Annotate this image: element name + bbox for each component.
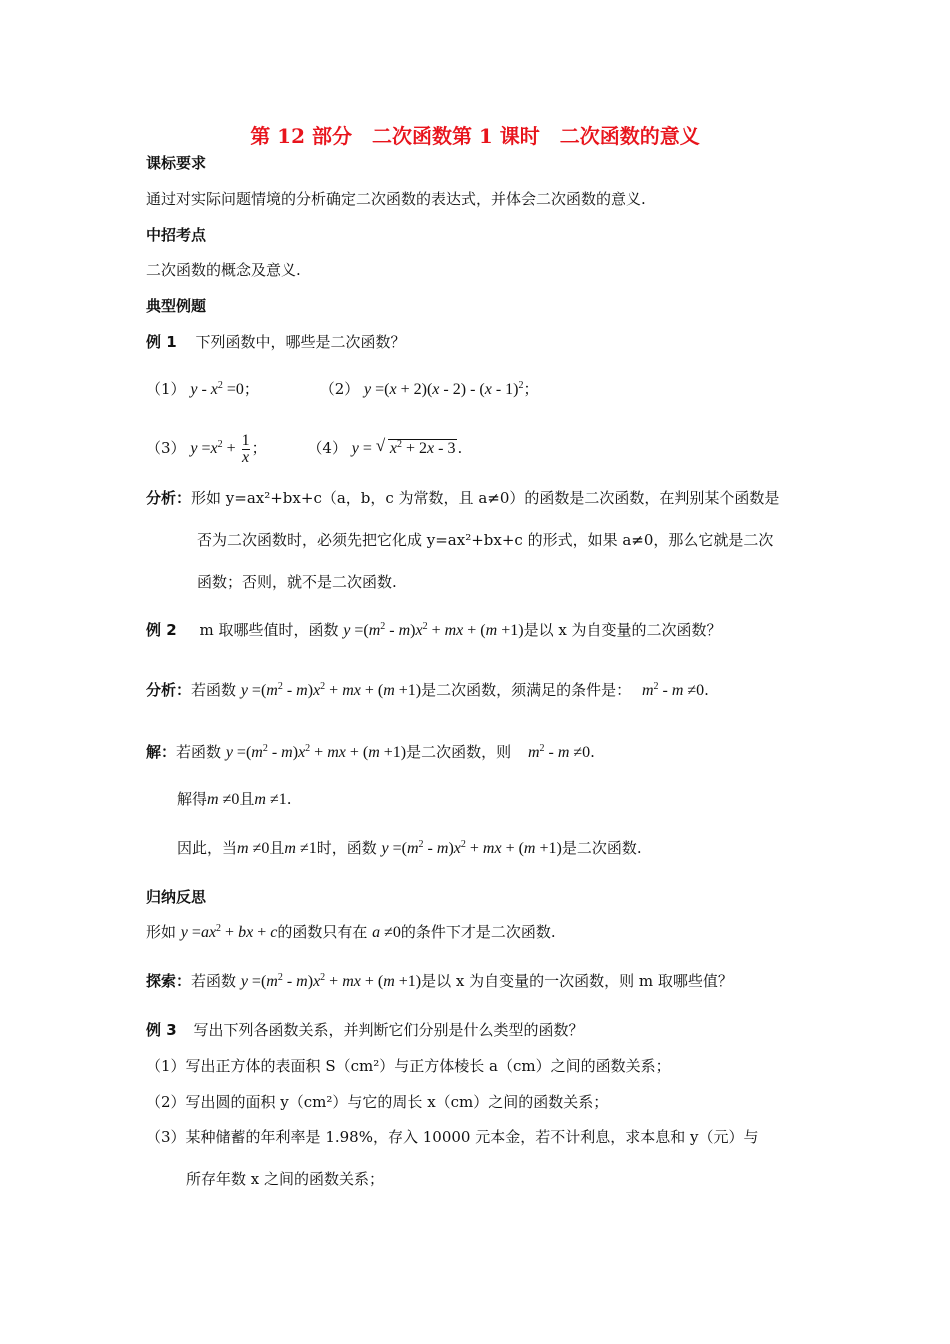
formula-m-ne-1-b: m ≠1: [284, 840, 317, 857]
analysis2-middle: 是二次函数，须满足的条件是：: [421, 681, 632, 699]
formula-solution3: $y =(m^2 - m)x^2$ + mx + (m +1): [381, 839, 562, 857]
formula-m-ne-0-b: m ≠0: [237, 840, 270, 857]
example3-line: [146, 1019, 583, 1041]
formula-analysis2: $y =(m^2 - m)x^2$ + mx + (m +1): [240, 681, 422, 699]
heading-kaodian: 中招考点: [146, 226, 207, 244]
example2-prefix: m 取哪些值时，函数: [199, 621, 339, 639]
formula-solution1: $y =(m^2 - m)x^2$ + mx + (m +1): [225, 743, 407, 761]
example3-item1: （1）写出正方体的表面积 S（cm²）与正方体棱长 a（cm）之间的函数关系；: [146, 1057, 671, 1075]
heading-fansi: 归纳反思: [146, 888, 207, 906]
example2-suffix: 是以 x 为自变量的二次函数？: [523, 621, 722, 639]
example2-line: [146, 619, 722, 642]
analysis1-text2: 否为二次函数时，必须先把它化成 y=ax²+bx+c 的形式，如果 a≠0，那么它就是二次: [197, 531, 774, 549]
item3-number: （3）: [146, 439, 186, 457]
kaodian-text: 二次函数的概念及意义.: [146, 261, 301, 279]
explore-label: 探索：: [146, 972, 192, 990]
example1-question: 下列函数中，哪些是二次函数？: [195, 333, 406, 351]
solution-line3: [177, 837, 642, 860]
solution-line1: [146, 741, 595, 764]
heading-kebiao: 课标要求: [146, 154, 207, 172]
solution-line3-mid2: 时，函数: [316, 839, 377, 857]
solution-line2-mid: 且: [239, 790, 255, 808]
formula-item1: $y - x^2 =0$: [190, 380, 244, 398]
analysis1-text3: 函数；否则，就不是二次函数.: [197, 573, 397, 591]
explore-suffix: 是以 x 为自变量的一次函数，则 m 取哪些值？: [421, 972, 733, 990]
solution-line3-tail: 是二次函数.: [561, 839, 642, 857]
example1-line: [146, 331, 405, 353]
example1-label: 例 1: [146, 333, 177, 351]
item2-number: （2）: [319, 380, 360, 398]
item2-tail: ；: [523, 380, 539, 398]
formula-m-ne-0: m ≠0: [207, 791, 240, 808]
formula-solution-condition: $m^2 - m \ne 0$: [527, 743, 591, 761]
solution-line3-mid: 且: [269, 839, 285, 857]
formula-condition: $m^2 - m \ne 0$: [641, 681, 705, 699]
formula-example2: $y =(m^2 - m)x^2$ + mx + (m +1): [343, 621, 524, 639]
explore-line: [146, 970, 733, 993]
item4-number: （4）: [307, 439, 347, 457]
example3-item3: （3）某种储蓄的年利率是 1.98%，存入 10000 元本金，若不计利息，求本息和 y（元）与: [146, 1128, 759, 1146]
solution-middle: 是二次函数，则: [406, 743, 512, 761]
example2-label: 例 2: [146, 621, 177, 639]
item1-number: （1）: [146, 380, 186, 398]
analysis2-tail: .: [704, 681, 709, 699]
solution-line2-tail: .: [286, 790, 292, 808]
formula-general: $y =ax^2$ + bx + c: [180, 923, 278, 941]
example3-item3-cont: 所存年数 x 之间的函数关系；: [186, 1170, 384, 1188]
item4-tail: .: [457, 439, 463, 457]
heading-lieti: 典型例题: [146, 297, 207, 315]
analysis2-prefix: 若函数: [191, 681, 237, 699]
example3-label: 例 3: [146, 1021, 177, 1039]
fansi-tail: 的条件下才是二次函数.: [400, 923, 556, 941]
example1-row2: [146, 428, 462, 469]
sqrt-icon: √ $x^2 + 2x - 3$: [375, 436, 456, 457]
explore-prefix: 若函数: [191, 972, 237, 990]
formula-item3: $y =x^2$ + $\frac{1}{x}$: [190, 431, 250, 466]
fansi-middle: 的函数只有在: [277, 923, 368, 941]
example1-row1: [146, 378, 539, 401]
solution-label: 解：: [146, 743, 177, 761]
solution-line2: [177, 788, 292, 811]
formula-item2: y =(x + 2)(x - 2) - (x - 1)$^2$: [364, 380, 524, 398]
fansi-prefix: 形如: [146, 923, 177, 941]
analysis2-line: [146, 679, 709, 702]
item1-tail: ；: [243, 380, 259, 398]
example3-question: 写出下列各函数关系，并判断它们分别是什么类型的函数？: [193, 1021, 584, 1039]
solution-tail: .: [590, 743, 595, 761]
analysis2-label: 分析：: [146, 681, 192, 699]
item3-tail: ；: [251, 439, 267, 457]
formula-a-ne-0: a ≠0: [372, 924, 401, 941]
analysis1-label: 分析：: [146, 489, 192, 507]
analysis1-line1: [146, 487, 779, 509]
fraction-1-over-x: $\frac{1}{x}$: [241, 431, 250, 466]
solution-prefix: 若函数: [176, 743, 222, 761]
page-title: 第 12 部分 二次函数第 1 课时 二次函数的意义: [250, 124, 700, 148]
formula-explore: $y =(m^2 - m)x^2$ + mx + (m +1): [240, 972, 422, 990]
example3-item2: （2）写出圆的面积 y（cm²）与它的周长 x（cm）之间的函数关系；: [146, 1093, 609, 1111]
formula-item4: y = √ $x^2 + 2x - 3$: [352, 440, 458, 457]
solution-line2-prefix: 解得: [177, 790, 208, 808]
formula-m-ne-1: m ≠1: [254, 791, 287, 808]
kebiao-text: 通过对实际问题情境的分析确定二次函数的表达式，并体会二次函数的意义.: [146, 190, 646, 208]
analysis1-text1: 形如 y=ax²+bx+c（a，b，c 为常数，且 a≠0）的函数是二次函数，在判别某个函数是: [191, 489, 780, 507]
fansi-line: [146, 921, 556, 944]
solution-line3-prefix: 因此，当: [177, 839, 238, 857]
